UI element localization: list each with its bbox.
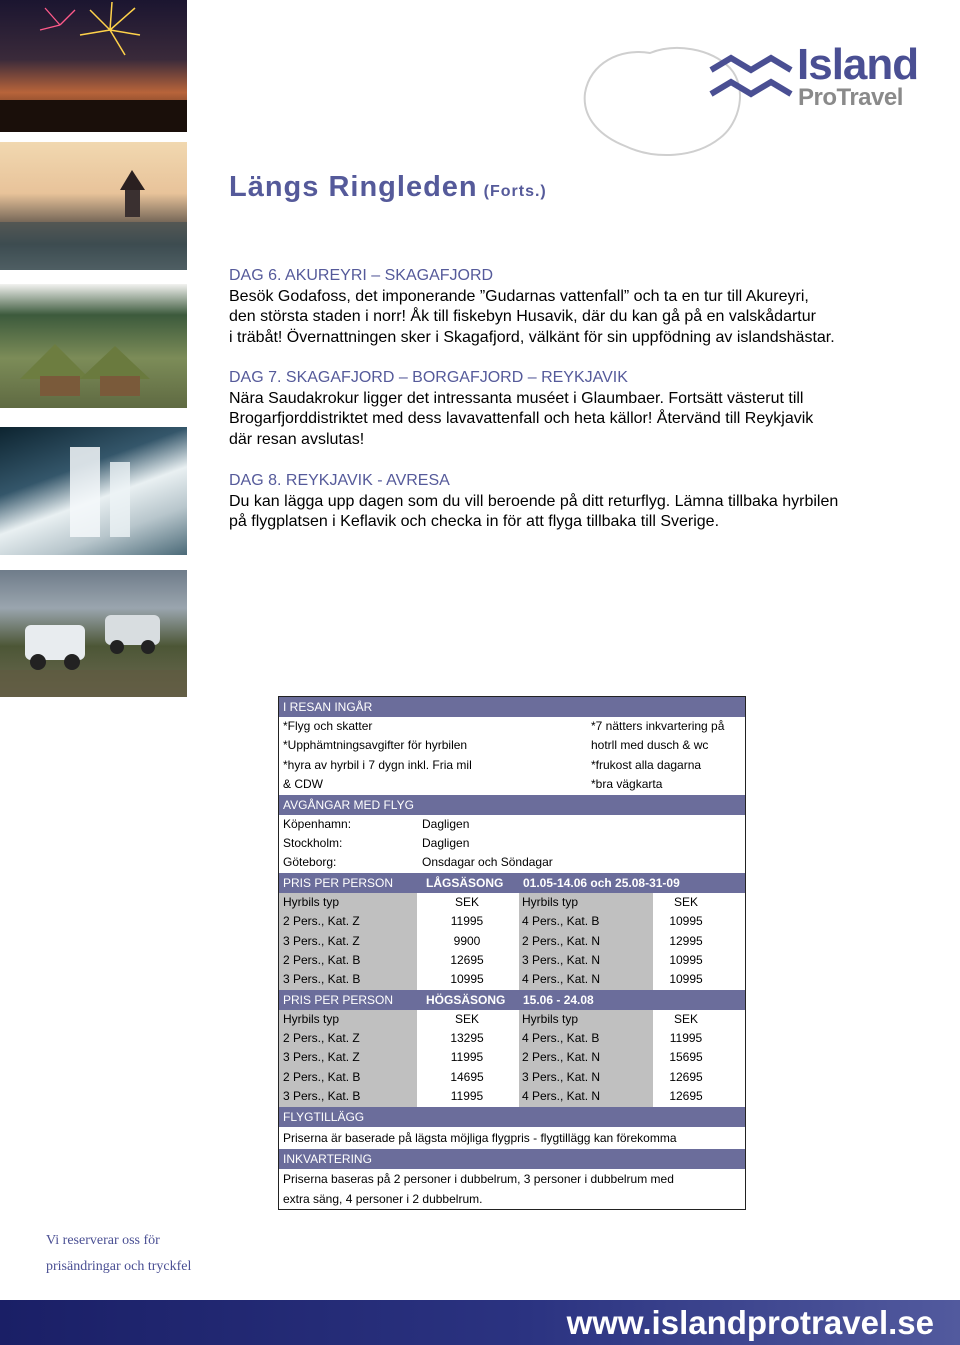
disclaimer-note	[46, 1228, 191, 1280]
note-line: Vi reserverar oss för	[46, 1233, 160, 1248]
day-8	[229, 471, 919, 533]
table-row	[279, 970, 745, 989]
photo-church	[0, 142, 187, 270]
table-row	[279, 932, 745, 951]
lodging-text: Priserna baseras på 2 personer i dubbelrum, 3 personer i dubbelrum med	[283, 1171, 674, 1186]
included-item: *7 nätters inkvartering på	[591, 719, 725, 733]
day-line: Du kan lägga upp dagen som du vill beroende på ditt returflyg. Lämna tillbaka hyrbilen	[229, 492, 839, 510]
table-row	[279, 951, 745, 970]
included-item: & CDW	[283, 777, 323, 792]
table-row	[279, 1087, 745, 1106]
col-header: Hyrbils typ	[283, 1011, 340, 1026]
day-heading: DAG 7. SKAGAFJORD – BORGAFJORD – REYKJAVIK	[229, 369, 628, 386]
cell: 10995	[450, 972, 484, 987]
flight-header: FLYGTILLÄGG	[279, 1107, 745, 1127]
included-item: *frukost alla dagarna	[591, 757, 702, 772]
cell: 3 Pers., Kat. Z	[283, 933, 360, 948]
photo-fireworks	[0, 0, 187, 132]
day-line: där resan avslutas!	[229, 430, 365, 448]
included-item: *Upphämtningsavgifter för hyrbilen	[283, 738, 468, 753]
high-season-grid	[279, 1010, 745, 1107]
cell: 12695	[669, 1089, 703, 1104]
table-row	[279, 1068, 745, 1087]
col-header: SEK	[454, 1011, 479, 1026]
low-season-name: LÅGSÄSONG	[426, 875, 504, 890]
cell: 4 Pers., Kat. N	[522, 972, 601, 987]
table-row	[279, 893, 745, 912]
cell: 15695	[669, 1050, 703, 1065]
day-heading: DAG 6. AKUREYRI – SKAGAFJORD	[229, 267, 494, 284]
day-line: på flygplatsen i Keflavik och checka in för att flyga tillbaka till Sverige.	[229, 513, 720, 530]
cell: 4 Pers., Kat. B	[522, 914, 600, 929]
logo-island: Island	[797, 40, 919, 89]
day-line: Besök Godafoss, det imponerande ”Gudarnas vattenfall” och ta en tur till Akureyri,	[229, 287, 809, 305]
note-line: prisändringar och tryckfel	[46, 1259, 192, 1274]
website-link[interactable]: www.islandprotravel.se	[566, 1304, 934, 1341]
departure-city: Göteborg:	[283, 855, 337, 870]
cell: 12695	[450, 952, 484, 967]
cell: 11995	[450, 1089, 484, 1104]
cell: 2 Pers., Kat. B	[283, 952, 361, 967]
col-header: Hyrbils typ	[522, 894, 579, 909]
day-6	[229, 266, 919, 348]
photo-jeeps	[0, 570, 187, 697]
logo-protravel: ProTravel	[798, 84, 903, 111]
cell: 3 Pers., Kat. N	[522, 952, 601, 967]
wave-logo-icon	[707, 50, 795, 102]
included-item: hotrll med dusch & wc	[591, 738, 709, 753]
flight-text: Priserna är baserade på lägsta möjliga flygpris - flygtillägg kan förekomma	[283, 1130, 677, 1145]
title-suffix: (Forts.)	[483, 183, 547, 200]
high-season-name: HÖGSÄSONG	[426, 992, 506, 1007]
table-row	[279, 1029, 745, 1048]
photo-waterfall	[0, 427, 187, 555]
cell: 2 Pers., Kat. N	[522, 933, 601, 948]
cell: 11995	[450, 1050, 484, 1065]
col-header: Hyrbils typ	[283, 894, 340, 909]
cell: 10995	[669, 952, 703, 967]
cell: 2 Pers., Kat. Z	[283, 1031, 360, 1046]
col-header: SEK	[673, 1011, 698, 1026]
cell: 3 Pers., Kat. B	[283, 972, 361, 987]
col-header: SEK	[673, 894, 698, 909]
cell: 10995	[669, 914, 703, 929]
high-season-header	[279, 990, 745, 1010]
day-line: Brogarfjorddistriktet med dess lavavattenfall och heta källor! Återvänd till Reykjavik	[229, 410, 814, 427]
low-season-grid	[279, 893, 745, 990]
low-season-label: PRIS PER PERSON	[283, 875, 394, 890]
photo-turf-houses	[0, 284, 187, 408]
cell: 2 Pers., Kat. N	[522, 1050, 601, 1065]
cell: 13295	[450, 1031, 484, 1046]
departure-when: Dagligen	[422, 835, 470, 850]
page-title	[229, 171, 547, 204]
cell: 14695	[450, 1069, 484, 1084]
cell: 11995	[669, 1031, 703, 1046]
high-season-label: PRIS PER PERSON	[283, 992, 394, 1007]
departure-city: Stockholm:	[283, 835, 343, 850]
cell: 12995	[669, 933, 703, 948]
footer-bar	[0, 1300, 960, 1345]
lodging-header: INKVARTERING	[279, 1149, 745, 1169]
col-header: SEK	[454, 894, 479, 909]
day-line: den största staden i norr! Åk till fiskebyn Husavik, där du kan gå på en valskådartur	[229, 308, 816, 325]
cell: 11995	[450, 914, 484, 929]
cell: 3 Pers., Kat. N	[522, 1069, 601, 1084]
day-7	[229, 368, 919, 450]
included-item: *hyra av hyrbil i 7 dygn inkl. Fria mil	[283, 757, 472, 772]
cell: 4 Pers., Kat. B	[522, 1031, 600, 1046]
included-item: *Flyg och skatter	[283, 719, 373, 733]
departures-header: AVGÅNGAR MED FLYG	[279, 795, 745, 815]
low-season-header	[279, 873, 745, 893]
included-item: *bra vägkarta	[591, 777, 663, 792]
cell: 2 Pers., Kat. Z	[283, 914, 360, 929]
lodging-text: extra säng, 4 personer i 2 dubbelrum.	[283, 1191, 483, 1206]
cell: 3 Pers., Kat. B	[283, 1089, 361, 1104]
high-season-dates: 15.06 - 24.08	[523, 992, 594, 1007]
low-season-dates: 01.05-14.06 och 25.08-31-09	[523, 875, 680, 890]
cell: 2 Pers., Kat. B	[283, 1069, 361, 1084]
day-heading: DAG 8. REYKJAVIK - AVRESA	[229, 472, 450, 489]
price-table	[278, 696, 746, 1210]
cell: 10995	[669, 972, 703, 987]
table-row	[279, 912, 745, 931]
cell: 12695	[669, 1069, 703, 1084]
table-row	[279, 1010, 745, 1029]
departure-city: Köpenhamn:	[283, 816, 352, 831]
included-header: I RESAN INGÅR	[279, 697, 745, 717]
departure-when: Dagligen	[422, 816, 470, 831]
departure-when: Onsdagar och Söndagar	[422, 855, 553, 870]
cell: 4 Pers., Kat. N	[522, 1089, 601, 1104]
cell: 3 Pers., Kat. Z	[283, 1050, 360, 1065]
table-row	[279, 1048, 745, 1067]
cell: 9900	[453, 933, 481, 948]
col-header: Hyrbils typ	[522, 1011, 579, 1026]
day-line: i träbåt! Övernattningen sker i Skagafjord, välkänt för sin uppfödning av islandshästar.	[229, 328, 835, 346]
title-text: Längs Ringleden	[229, 171, 478, 203]
day-line: Nära Saudakrokur ligger det intressanta muséet i Glaumbaer. Fortsätt västerut till	[229, 389, 804, 407]
